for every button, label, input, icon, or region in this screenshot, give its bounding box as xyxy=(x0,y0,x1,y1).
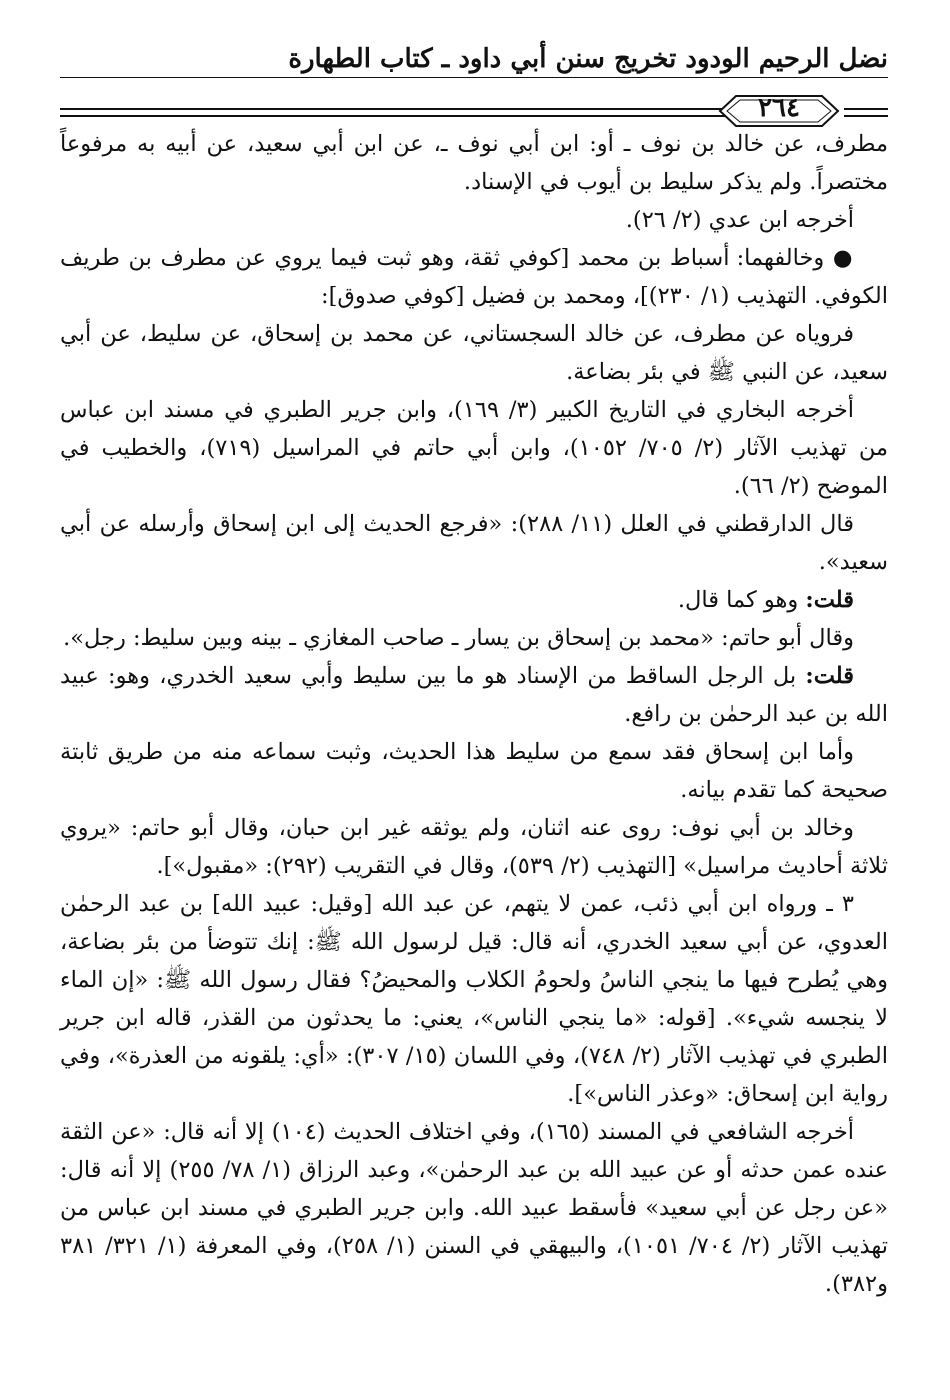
note-lead: قلت: xyxy=(805,663,855,689)
paragraph: أخرجه الشافعي في المسند (١٦٥)، وفي اختلاف الحديث (١٠٤) إلا أنه قال: «عن الثقة عنده عمن حدثه أو عن عبيد الله بن عبد الرحمٰن»، وعبد الرزاق (١/ ٧٨/ ٢٥٥) إلا أنه قال: «عن رجل عن أبي سعيد» فأسقط عبيد الله. وابن جرير الطبري في مسند ابن عباس من تهذيب الآثار (٢/ ٧٠٤/ ١٠٥١)، والبيهقي في السنن (١/ ٢٥٨)، وفي المعرفة (١/ ٣٢١/ ٣٨١ و٣٨٢). xyxy=(60,1119,889,1297)
paragraph: ٣ ـ ورواه ابن أبي ذئب، عمن لا يتهم، عن عبد الله [وقيل: عبيد الله] بن عبد الرحمٰن العدوي، عن أبي سعيد الخدري، أنه قال: قيل لرسول الله ﷺ: إنك تتوضأ من بئر بضاعة، وهي يُطرح فيها ما ينجي الناسُ ولحومُ الكلاب والمحيضُ؟ فقال رسول الله ﷺ: «إن الماء لا ينجسه شيء». [قوله: «ما ينجي الناس»، يعني: ما يحدثون من القذر، قاله ابن جرير الطبري في تهذيب الآثار (٢/ ٧٤٨)، وفي اللسان (١٥/ ٣٠٧): «أي: يلقونه من العذرة»، وفي رواية ابن إسحاق: «وعذر الناس»]. xyxy=(60,891,889,1107)
running-title: نضل الرحيم الودود تخريج سنن أبي داود ـ كتاب الطهارة xyxy=(288,44,888,74)
paragraph: أخرجه البخاري في التاريخ الكبير (٣/ ١٦٩)، وابن جرير الطبري في مسند ابن عباس من تهذيب الآثار (٢/ ٧٠٥/ ١٠٥٢)، وابن أبي حاتم في المراسيل (٧١٩)، والخطيب في الموضح (٢/ ٦٦). xyxy=(60,397,888,499)
ornament-rule xyxy=(844,115,888,117)
ornament-rule xyxy=(844,108,888,110)
page-number: ٢٦٤ xyxy=(758,93,800,123)
ornament-rule xyxy=(60,108,750,110)
paragraph: قلت: بل الرجل الساقط من الإسناد هو ما بين سليط وأبي سعيد الخدري، وهو: عبيد الله بن عبد الرحمٰن بن رافع. xyxy=(60,663,888,727)
note-lead: قلت: xyxy=(805,587,854,613)
page-body xyxy=(60,125,888,1303)
ornament-rule xyxy=(60,115,750,117)
paragraph: أخرجه ابن عدي (٢/ ٢٦). xyxy=(625,207,854,233)
header-rule xyxy=(60,77,888,78)
bullet-icon: ● xyxy=(832,245,855,271)
paragraph: وأما ابن إسحاق فقد سمع من سليط هذا الحديث، وثبت سماعه منه من طريق ثابتة صحيحة كما تقدم بيانه. xyxy=(60,739,888,803)
paragraph: فروياه عن مطرف، عن خالد السجستاني، عن محمد بن إسحاق، عن سليط، عن أبي سعيد، عن النبي ﷺ في بئر بضاعة. xyxy=(60,321,888,385)
paragraph: مطرف، عن خالد بن نوف ـ أو: ابن أبي نوف ـ، عن ابن أبي سعيد، عن أبيه به مرفوعاً مختصراً. ولم يذكر سليط بن أيوب في الإسناد. xyxy=(60,131,888,195)
paragraph: قال الدارقطني في العلل (١١/ ٢٨٨): «فرجع الحديث إلى ابن إسحاق وأرسله عن أبي سعيد». xyxy=(60,511,888,575)
paragraph: قلت: وهو كما قال. xyxy=(677,587,854,613)
paragraph: وخالد بن أبي نوف: روى عنه اثنان، ولم يوثقه غير ابن حبان، وقال أبو حاتم: «يروي ثلاثة أحاديث مراسيل» [التهذيب (٢/ ٥٣٩)، وقال في التقريب (٢٩٢): «مقبول»]. xyxy=(60,815,888,879)
paragraph: ● وخالفهما: أسباط بن محمد [كوفي ثقة، وهو ثبت فيما يروي عن مطرف بن طريف الكوفي. التهذيب (١/ ٢٣٠)]، ومحمد بن فضيل [كوفي صدوق]: xyxy=(60,245,888,309)
paragraph: وقال أبو حاتم: «محمد بن إسحاق بن يسار ـ صاحب المغازي ـ بينه وبين سليط: رجل». xyxy=(63,625,854,651)
page-header xyxy=(60,40,888,123)
